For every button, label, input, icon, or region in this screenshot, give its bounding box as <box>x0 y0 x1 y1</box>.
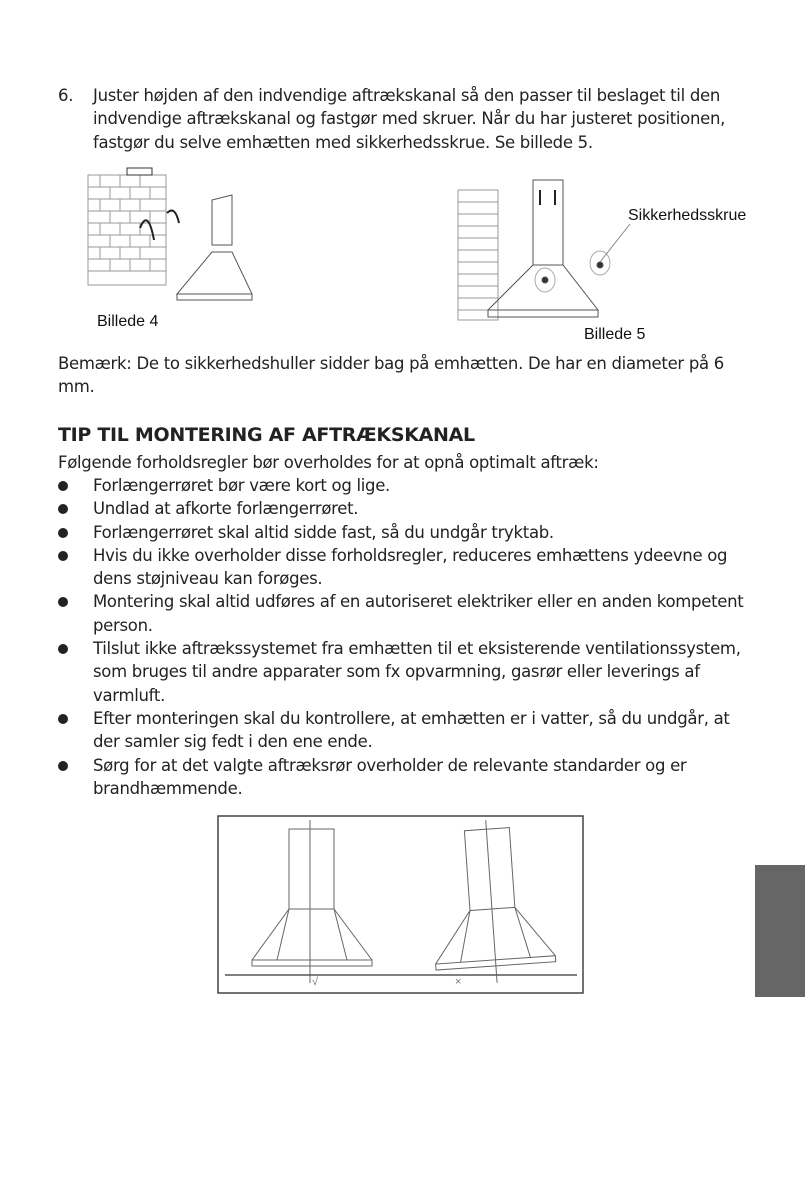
list-item: Forlængerrøret skal altid sidde fast, så du undgår tryktab. <box>58 521 758 544</box>
wrong-mark: × <box>455 976 462 988</box>
figure-4-illustration <box>85 165 345 325</box>
language-tab-marker <box>755 865 805 997</box>
bullet-icon <box>58 597 68 607</box>
figure-4-caption: Billede 4 <box>97 313 159 330</box>
list-item: Hvis du ikke overholder disse forholdsregler, reduceres emhættens ydeevne og dens støjniveau kan forøges. <box>58 544 758 591</box>
bullet-icon <box>58 714 68 724</box>
bullet-icon <box>58 481 68 491</box>
figure-5-label: Sikkerhedsskrue <box>628 207 747 224</box>
step-number: 6. <box>58 86 74 105</box>
brick-wall <box>88 175 166 285</box>
section-heading: TIP TIL MONTERING AF AFTRÆKSKANAL <box>58 424 475 446</box>
list-item: Montering skal altid udføres af en autoriseret elektriker eller en anden kompetent person. <box>58 590 758 637</box>
list-item: Efter monteringen skal du kontrollere, at emhætten er i vatter, så du undgår, at der samler sig fedt i den ene ende. <box>58 707 758 754</box>
figure-5-caption: Billede 5 <box>584 326 646 343</box>
brick-wall <box>458 190 498 320</box>
step-6 <box>58 84 758 154</box>
bullet-icon <box>58 528 68 538</box>
bullet-icon <box>58 504 68 514</box>
bullet-icon <box>58 551 68 561</box>
list-item: Tilslut ikke aftrækssystemet fra emhætten til et eksisterende ventilationssystem, som bruges til andre apparater som fx opvarmning, gasrør eller leverings af varmluft. <box>58 637 758 707</box>
hood-alignment-figure <box>217 815 584 995</box>
note-text: Bemærk: De to sikkerhedshuller sidder bag på emhætten. De har en diameter på 6 mm. <box>58 354 724 397</box>
step-text: Juster højden af den indvendige aftrækskanal så den passer til beslaget til den indvendige aftrækskanal og fastgør med skruer. Når du har justeret positionen, fastgør du selve emhætten med sikkerhedsskrue. Se billede 5. <box>93 86 726 152</box>
correct-mark: √ <box>312 976 319 988</box>
section-intro: Følgende forholdsregler bør overholdes for at opnå optimalt aftræk: <box>58 453 599 472</box>
list-item: Undlad at afkorte forlængerrøret. <box>58 497 758 520</box>
label-leader-line <box>595 222 635 267</box>
list-item: Forlængerrøret bør være kort og lige. <box>58 474 758 497</box>
list-item: Sørg for at det valgte aftræksrør overholder de relevante standarder og er brandhæmmende. <box>58 754 758 801</box>
bullet-icon <box>58 761 68 771</box>
bullet-icon <box>58 644 68 654</box>
tips-list <box>58 474 758 800</box>
